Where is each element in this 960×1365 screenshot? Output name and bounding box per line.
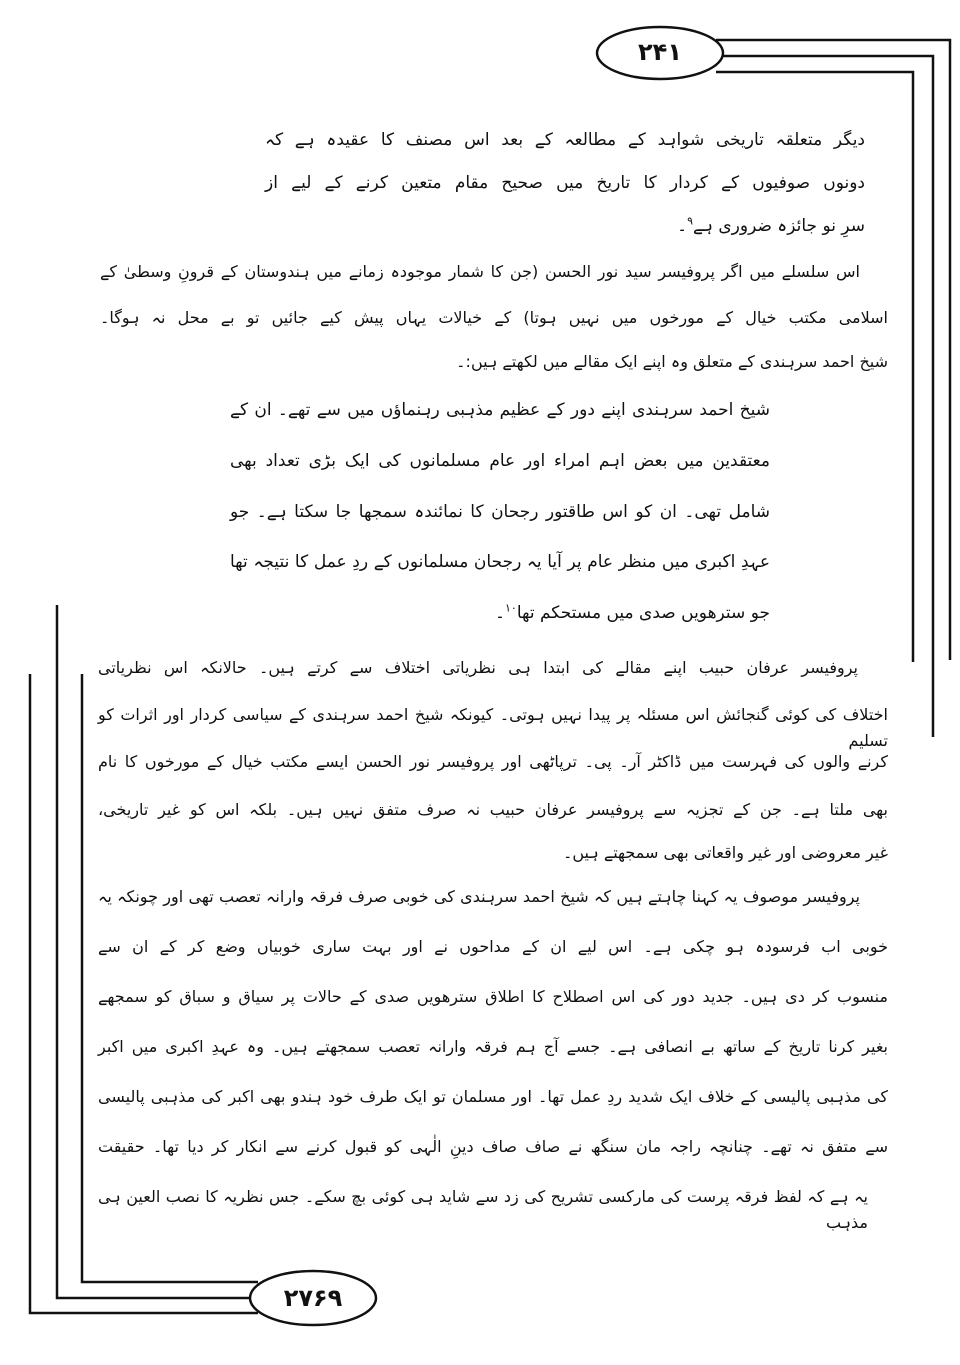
quote-line: معتقدین میں بعض اہم امراء اور عام مسلمانوں کی ایک بڑی تعداد بھی: [230, 451, 770, 471]
text-line: پروفیسر عرفان حبیب اپنے مقالے کی ابتدا ہی نظریاتی اختلاف سے کرتے ہیں۔ حالانکہ اس نظریاتی: [98, 658, 858, 677]
text-line: بغیر کرنا تاریخ کے ساتھ بے انصافی ہے۔ جسے آج ہم فرقہ وارانہ تعصب سمجھتے ہیں۔ وہ عہدِ اکبری میں اکبر: [98, 1037, 889, 1056]
text-line: اختلاف کی کوئی گنجائش اس مسئلہ پر پیدا نہیں ہوتی۔ کیونکہ شیخ احمد سرہندی کے سیاسی کردار اور اثرات کو تسلیم: [98, 705, 888, 750]
text-line: اسلامی مکتب خیال کے مورخوں میں نہیں ہوتا) کے خیالات یہاں پیش کیے جائیں تو بے محل نہ ہوگا۔: [100, 308, 888, 327]
text-line: کرنے والوں کی فہرست میں ڈاکٹر آر۔ پی۔ ترپاٹھی اور پروفیسر نور الحسن ایسے مکتب خیال کے مورخوں کا نام: [98, 752, 888, 771]
text-line: دیگر متعلقہ تاریخی شواہد کے مطالعہ کے بعد اس مصنف کا عقیدہ ہے کہ: [265, 130, 865, 150]
text-line: دونوں صوفیوں کے کردار کا تاریخ میں صحیح مقام متعین کرنے کے لیے از: [265, 173, 865, 193]
text-line: کی مذہبی پالیسی کے خلاف ایک شدید ردِ عمل تھا۔ اور مسلمان تو ایک طرف خود ہندو بھی اکبر کی مذہبی پالیسی: [98, 1087, 888, 1106]
full-stop: ۔: [677, 216, 688, 236]
footnote-marker: ۱۰: [505, 601, 517, 615]
text-line: اس سلسلے میں اگر پروفیسر سید نور الحسن (جن کا شمار موجودہ زمانے میں ہندوستان کے قرونِ وسطیٰ کے: [100, 262, 860, 281]
text-line: شیخ احمد سرہندی کے متعلق وہ اپنے ایک مقالے میں لکھتے ہیں:۔: [456, 352, 888, 371]
text-line: پروفیسر موصوف یہ کہنا چاہتے ہیں کہ شیخ احمد سرہندی کی خوبی صرف فرقہ وارانہ تعصب تھی اور چونکہ یہ: [98, 887, 860, 906]
text-line: سے متفق نہ تھے۔ چنانچہ راجہ مان سنگھ نے صاف صاف دینِ الٰہی کو قبول کرنے سے انکار کر دیا تھا۔ حقیقت: [98, 1137, 888, 1156]
quote-line: عہدِ اکبری میں منظر عام پر آیا یہ رجحان مسلمانوں کے ردِ عمل کا نتیجہ تھا: [230, 552, 770, 572]
quote-line: شامل تھی۔ ان کو اس طاقتور رجحان کا نمائندہ سمجھا جا سکتا ہے۔ جو: [230, 502, 770, 522]
line-text: جو سترھویں صدی میں مستحکم تھا: [516, 603, 770, 623]
text-line: بھی ملتا ہے۔ جن کے تجزیہ سے پروفیسر عرفان حبیب نہ صرف متفق نہیں ہیں۔ بلکہ اس کو غیر تاریخی،: [98, 800, 888, 819]
text-line: یہ ہے کہ لفظ فرقہ پرست کی مارکسی تشریح کی زد سے شاید ہی کوئی بچ سکے۔ جس نظریہ کا نصب العین ہی مذہب: [98, 1187, 868, 1232]
text-line: منسوب کر دی ہیں۔ جدید دور کی اس اصطلاح کا اطلاق سترھویں صدی کے حالات پر سیاق و سباق کو سمجھے: [98, 987, 888, 1006]
quote-line: شیخ احمد سرہندی اپنے دور کے عظیم مذہبی رہنماؤں میں سے تھے۔ ان کے: [230, 400, 770, 420]
quote-line: [230, 600, 770, 626]
bottom-page-number: ۲۷۶۹: [283, 1284, 343, 1312]
full-stop: ۔: [495, 603, 506, 623]
line-text: سرِ نو جائزہ ضروری ہے: [693, 216, 865, 236]
text-line: خوبی اب فرسودہ ہو چکی ہے۔ اس لیے ان کے مداحوں نے اور بہت ساری خوبیاں وضع کر کے ان سے: [98, 937, 888, 956]
text-line: [265, 213, 865, 239]
top-page-number: ۲۴۱: [638, 38, 682, 66]
text-line: غیر معروضی اور غیر واقعاتی بھی سمجھتے ہیں۔: [563, 843, 888, 862]
footnote-marker: ۹: [687, 214, 694, 228]
